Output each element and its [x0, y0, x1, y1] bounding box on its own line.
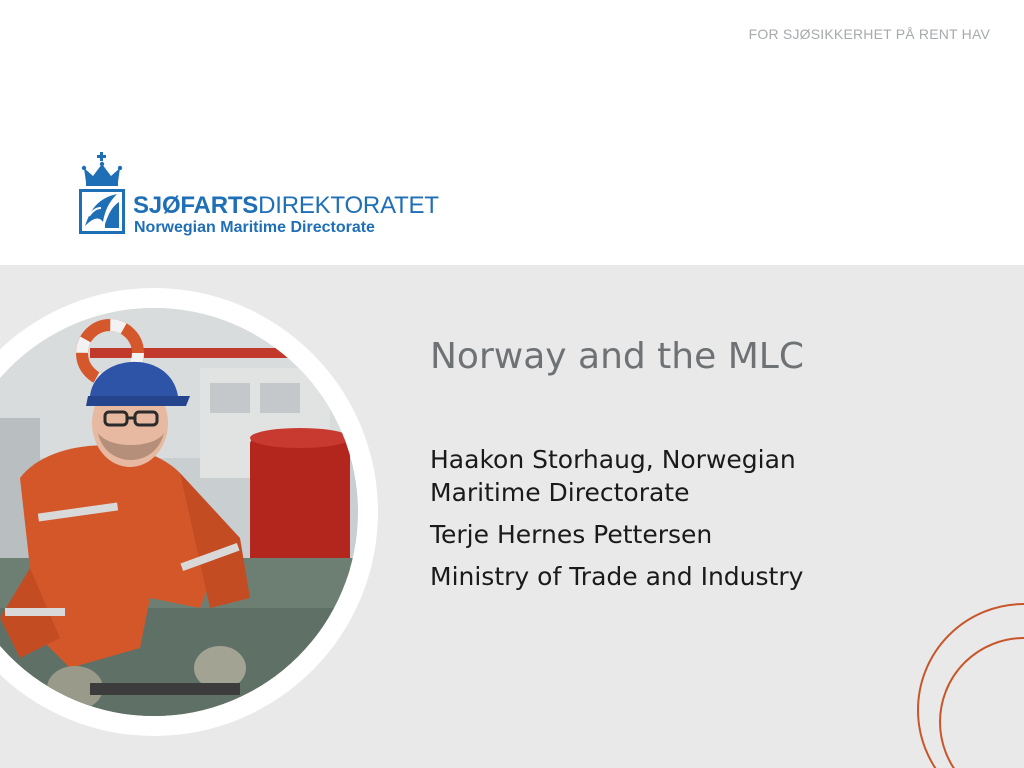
organization-logo [77, 152, 439, 242]
decorative-circles [860, 600, 1024, 768]
crown-anchor-emblem-icon [77, 152, 129, 242]
presenter-line: Ministry of Trade and Industry [430, 562, 804, 591]
presenter-list [430, 443, 810, 602]
logo-name-regular: DIREKTORATET [258, 192, 439, 219]
presenter-line: Terje Hernes Pettersen [430, 520, 713, 549]
slide-title: Norway and the MLC [430, 336, 804, 377]
presenter-line: Haakon Storhaug, Norwegian Maritime Directorate [430, 445, 796, 507]
logo-subtitle: Norwegian Maritime Directorate [134, 219, 375, 236]
tagline: FOR SJØSIKKERHET PÅ RENT HAV [748, 26, 990, 42]
logo-name-bold: SJØFARTS [133, 192, 259, 219]
logo-wordmark [133, 192, 439, 220]
